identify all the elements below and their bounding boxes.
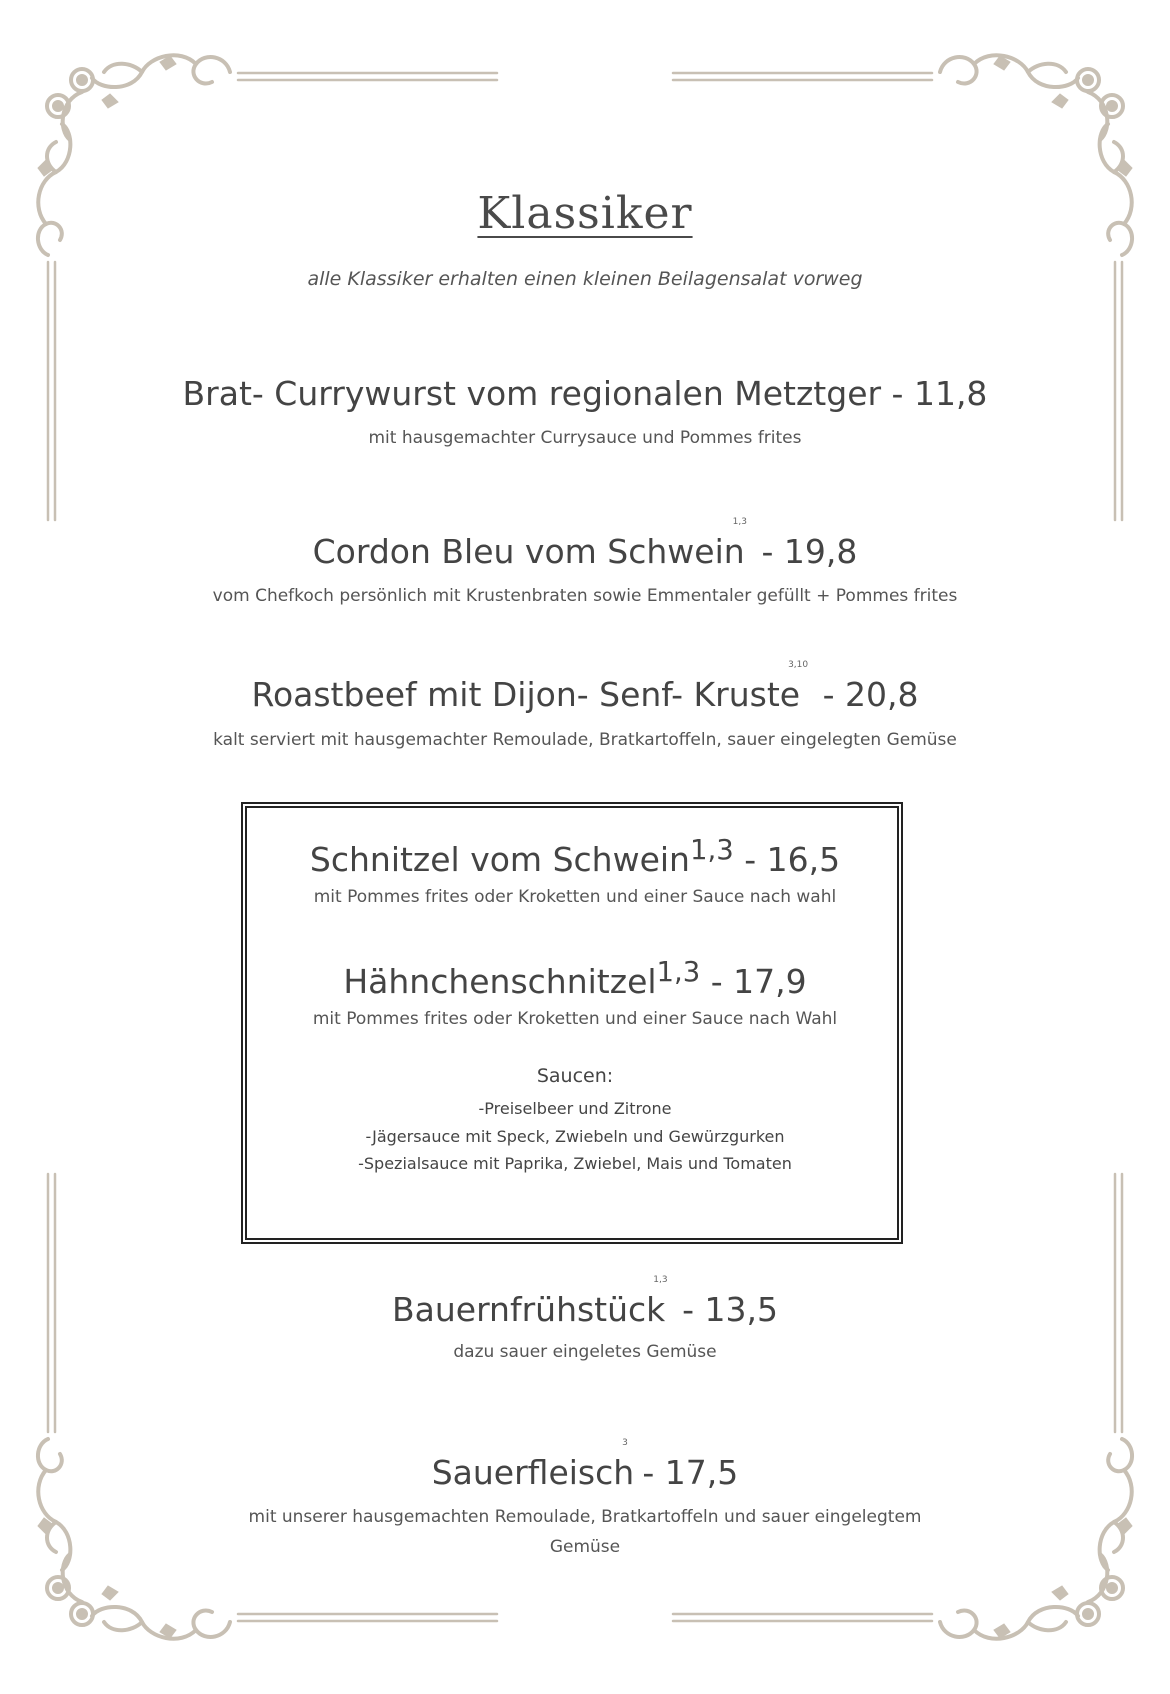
dish-name: Brat- Currywurst vom regionalen Metztger — [182, 374, 882, 413]
dish-name: Schnitzel vom Schwein — [309, 840, 690, 879]
sauce-option: -Spezialsauce mit Paprika, Zwiebel, Mais und Tomaten — [358, 1154, 792, 1173]
sauce-option: -Preiselbeer und Zitrone — [478, 1099, 672, 1118]
dish-name: Sauerfleisch — [431, 1453, 635, 1492]
dish-title — [0, 374, 1170, 413]
dish-description-line: mit unserer hausgemachten Remoulade, Bratkartoffeln und sauer eingelegtem — [248, 1507, 922, 1527]
sauces-heading: Saucen: — [536, 1065, 614, 1087]
allergen-marker: 3 — [622, 1438, 628, 1448]
dish-title — [0, 517, 1170, 571]
dish-title — [0, 660, 1170, 714]
dish-price: - 19,8 — [750, 532, 858, 571]
dish-name: Roastbeef mit Dijon- Senf- Kruste — [251, 675, 801, 714]
dish-description: vom Chefkoch persönlich mit Krustenbraten sowie Emmentaler gefüllt + Pommes frites — [212, 586, 958, 606]
allergen-marker: 3,10 — [788, 660, 809, 670]
dish-name: Bauernfrühstück — [391, 1290, 666, 1329]
dish-title — [0, 956, 1160, 1001]
allergen-marker: 1,3 — [732, 517, 747, 527]
allergen-marker: 1,3 — [656, 956, 701, 988]
dish-title — [0, 1438, 1170, 1492]
menu-title: Klassiker — [477, 188, 693, 239]
dish-price: - 17,9 — [700, 962, 807, 1001]
dish-description: dazu sauer eingeletes Gemüse — [453, 1342, 717, 1362]
dish-name: Hähnchenschnitzel — [343, 962, 657, 1001]
dish-title — [0, 834, 1160, 879]
dish-price: - 16,5 — [733, 840, 841, 879]
dish-description: mit Pommes frites oder Kroketten und einer Sauce nach wahl — [313, 887, 837, 907]
dish-price: - 11,8 — [881, 374, 988, 413]
sauce-option: -Jägersauce mit Speck, Zwiebeln und Gewürzgurken — [365, 1127, 785, 1146]
dish-price: - 13,5 — [671, 1290, 778, 1329]
dish-description: mit hausgemachter Currysauce und Pommes frites — [368, 428, 802, 448]
dish-description: mit Pommes frites oder Kroketten und einer Sauce nach Wahl — [312, 1009, 838, 1029]
dish-price: - 20,8 — [812, 675, 919, 714]
dish-description-line: Gemüse — [549, 1537, 621, 1557]
dish-name: Cordon Bleu vom Schwein — [312, 532, 745, 571]
dish-title — [0, 1275, 1170, 1329]
dish-description: kalt serviert mit hausgemachter Remoulade, Bratkartoffeln, sauer eingelegten Gemüse — [213, 730, 957, 750]
allergen-marker: 1,3 — [653, 1275, 668, 1285]
menu-subtitle: alle Klassiker erhalten einen kleinen Beilagensalat vorweg — [307, 268, 863, 290]
allergen-marker: 1,3 — [689, 834, 734, 866]
dish-price: - 17,5 — [631, 1453, 739, 1492]
